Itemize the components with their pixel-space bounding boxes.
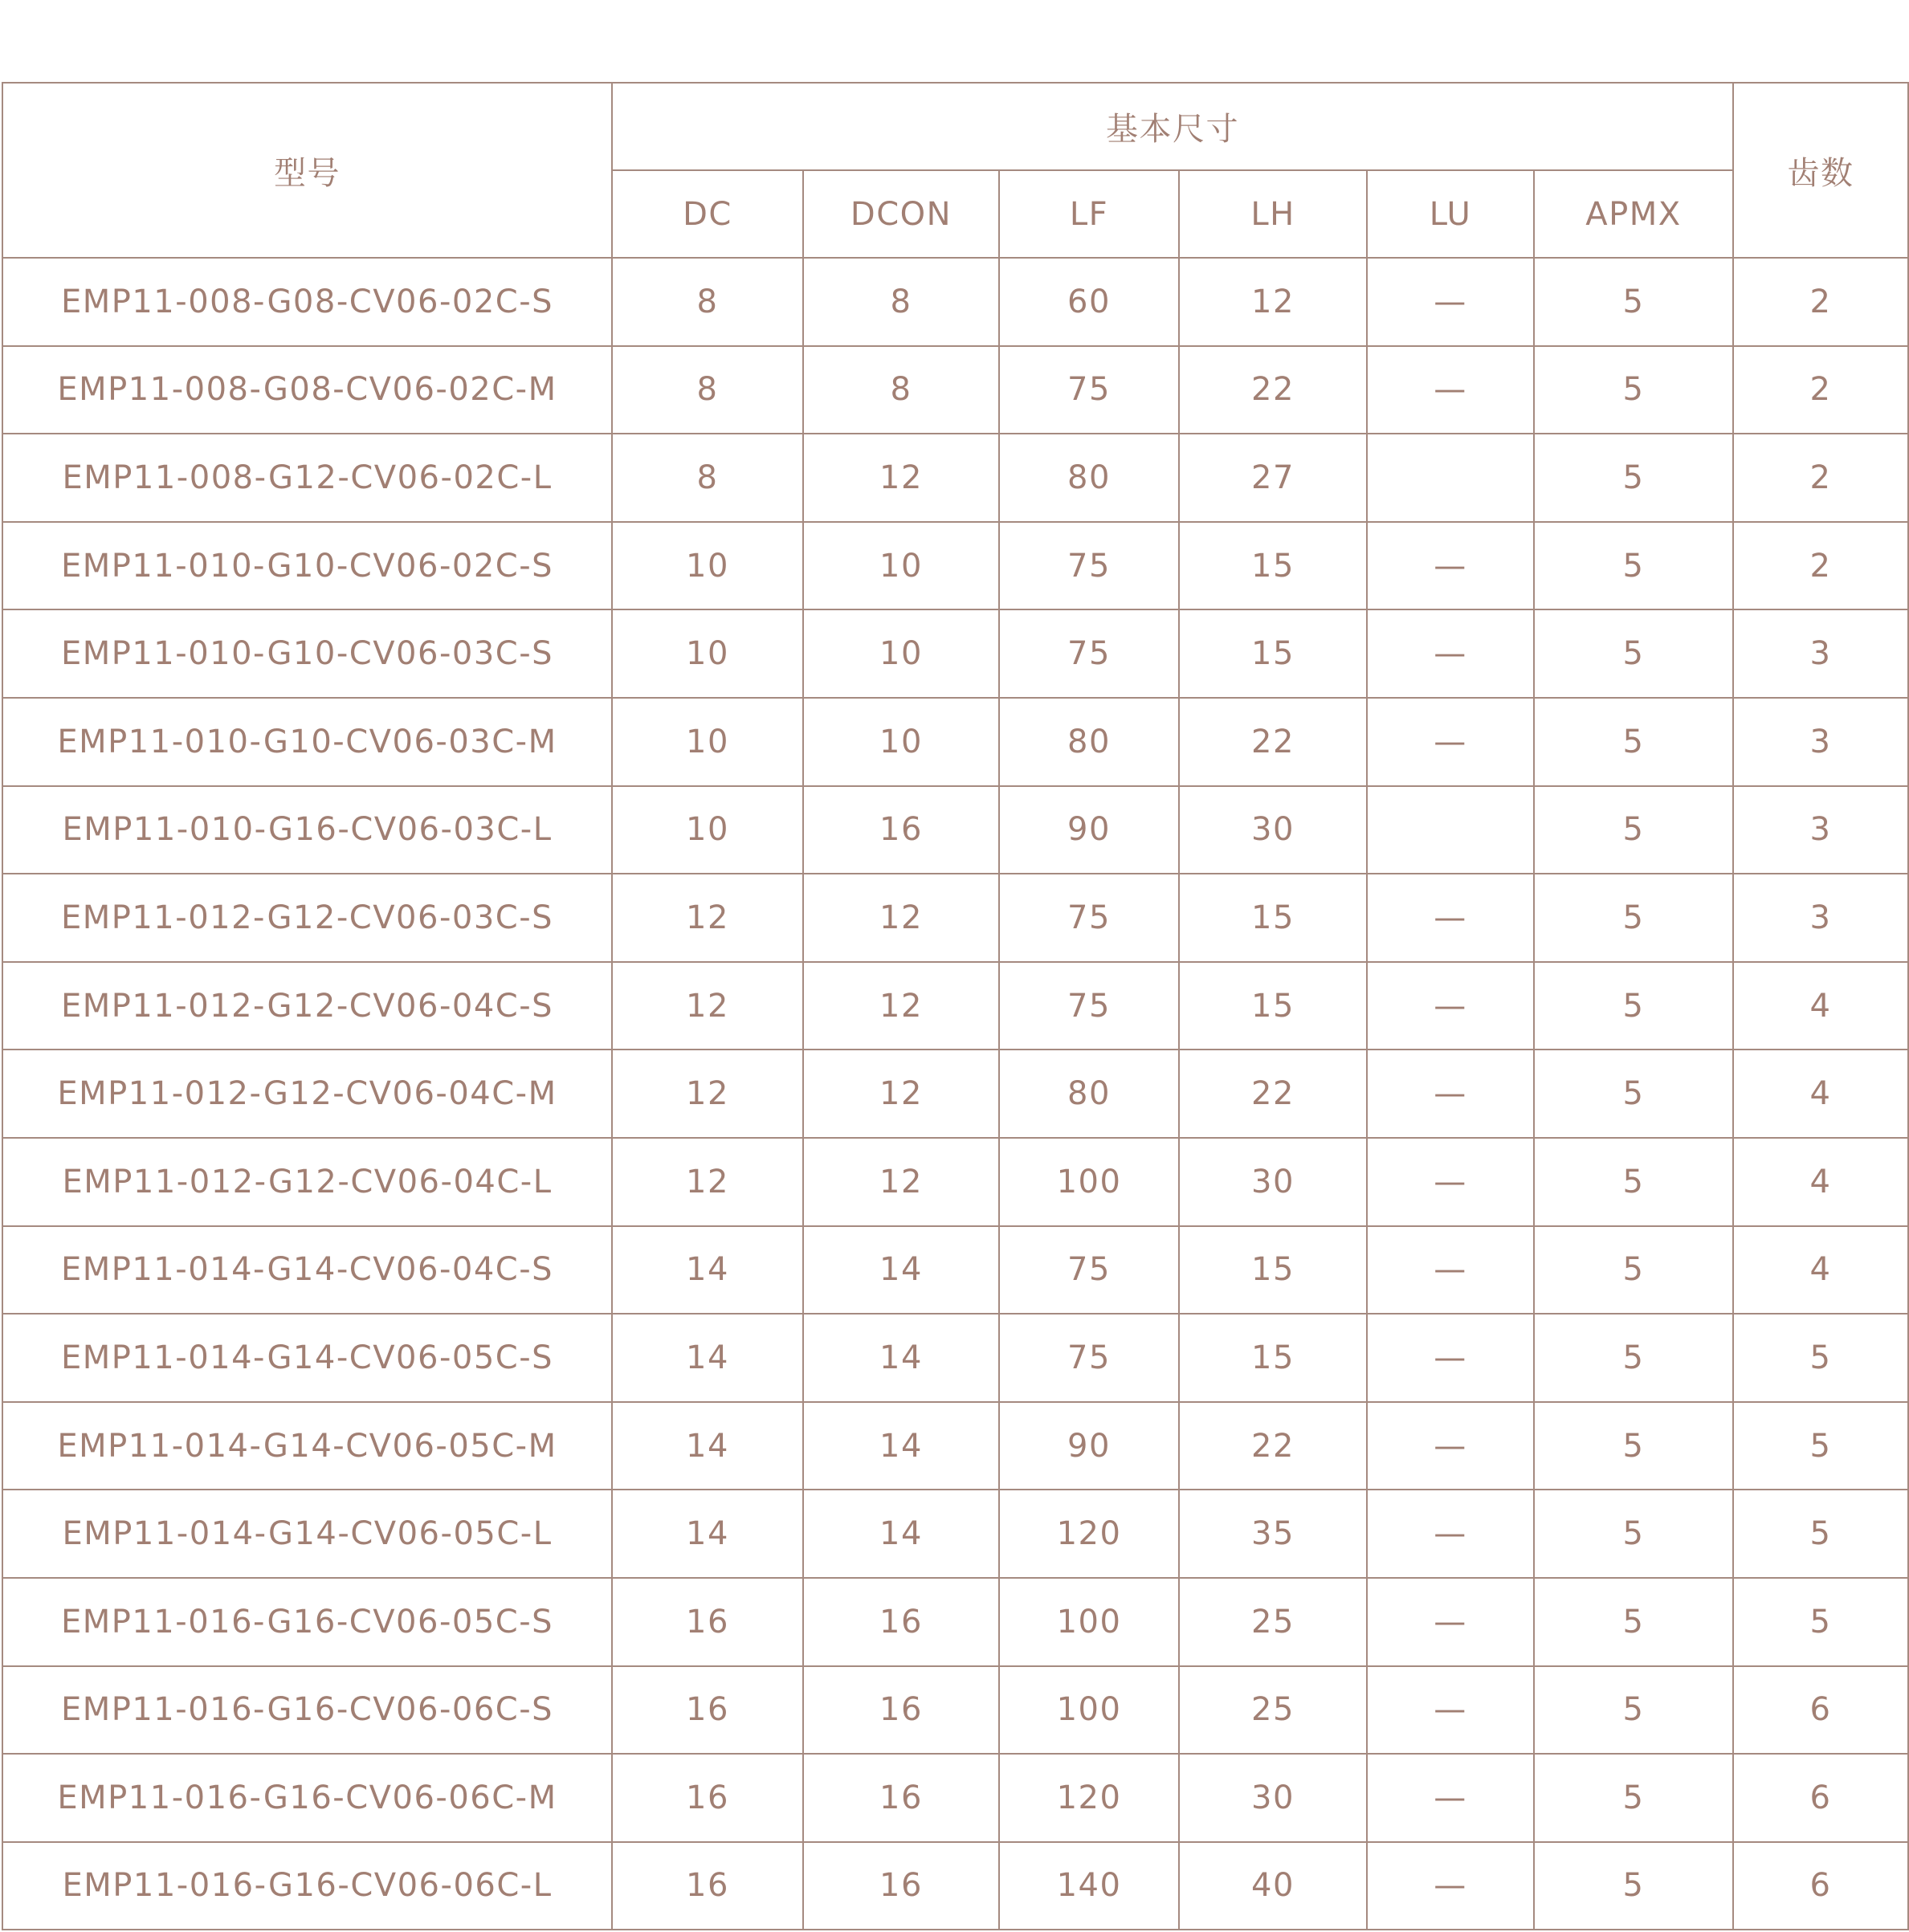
- cell-apmx: 5: [1534, 346, 1733, 434]
- cell-dc: 12: [612, 874, 803, 962]
- cell-apmx: 5: [1534, 1490, 1733, 1578]
- cell-model: EMP11-016-G16-CV06-05C-S: [2, 1578, 612, 1666]
- cell-lu: —: [1367, 1754, 1534, 1842]
- cell-model: EMP11-014-G14-CV06-04C-S: [2, 1226, 612, 1314]
- cell-dc: 12: [612, 1050, 803, 1138]
- cell-apmx: 5: [1534, 1754, 1733, 1842]
- cell-lf: 75: [999, 874, 1179, 962]
- table-row: [2, 1842, 1908, 1930]
- cell-lu: —: [1367, 698, 1534, 786]
- cell-dcon: 14: [803, 1490, 999, 1578]
- cell-teeth: 4: [1733, 1138, 1908, 1226]
- cell-teeth: 2: [1733, 522, 1908, 610]
- cell-teeth: 6: [1733, 1666, 1908, 1755]
- cell-apmx: 5: [1534, 874, 1733, 962]
- header-lh: LH: [1179, 170, 1367, 258]
- cell-dc: 14: [612, 1402, 803, 1490]
- cell-lf: 60: [999, 258, 1179, 346]
- cell-apmx: 5: [1534, 1402, 1733, 1490]
- cell-teeth: 4: [1733, 962, 1908, 1050]
- cell-lh: 22: [1179, 346, 1367, 434]
- cell-dcon: 16: [803, 1666, 999, 1755]
- cell-lf: 100: [999, 1578, 1179, 1666]
- cell-lh: 35: [1179, 1490, 1367, 1578]
- table-row: [2, 346, 1908, 434]
- cell-apmx: 5: [1534, 1226, 1733, 1314]
- cell-lu: —: [1367, 1138, 1534, 1226]
- table-row: [2, 1666, 1908, 1755]
- cell-lu: —: [1367, 258, 1534, 346]
- cell-lu: [1367, 786, 1534, 874]
- header-dc: DC: [612, 170, 803, 258]
- cell-lf: 75: [999, 1314, 1179, 1402]
- cell-apmx: 5: [1534, 1314, 1733, 1402]
- cell-lu: —: [1367, 874, 1534, 962]
- cell-lh: 30: [1179, 786, 1367, 874]
- cell-lu: —: [1367, 1050, 1534, 1138]
- cell-lf: 100: [999, 1666, 1179, 1755]
- cell-teeth: 2: [1733, 346, 1908, 434]
- cell-lu: —: [1367, 1666, 1534, 1755]
- table-row: [2, 1226, 1908, 1314]
- table-row: [2, 522, 1908, 610]
- cell-teeth: 4: [1733, 1050, 1908, 1138]
- table-row: [2, 1754, 1908, 1842]
- cell-model: EMP11-008-G08-CV06-02C-M: [2, 346, 612, 434]
- cell-lh: 27: [1179, 434, 1367, 522]
- cell-model: EMP11-010-G10-CV06-03C-S: [2, 609, 612, 698]
- cell-model: EMP11-014-G14-CV06-05C-M: [2, 1402, 612, 1490]
- cell-teeth: 2: [1733, 434, 1908, 522]
- cell-dcon: 16: [803, 1842, 999, 1930]
- spec-table: [2, 82, 1909, 1930]
- cell-dcon: 16: [803, 1578, 999, 1666]
- cell-lf: 75: [999, 1226, 1179, 1314]
- table-row: [2, 874, 1908, 962]
- cell-lu: —: [1367, 1402, 1534, 1490]
- cell-model: EMP11-012-G12-CV06-04C-L: [2, 1138, 612, 1226]
- header-teeth: 齿数: [1733, 83, 1908, 258]
- cell-lf: 90: [999, 786, 1179, 874]
- cell-dc: 16: [612, 1842, 803, 1930]
- cell-lf: 80: [999, 1050, 1179, 1138]
- table-row: [2, 1050, 1908, 1138]
- cell-teeth: 3: [1733, 609, 1908, 698]
- cell-lf: 100: [999, 1138, 1179, 1226]
- cell-apmx: 5: [1534, 1138, 1733, 1226]
- cell-apmx: 5: [1534, 258, 1733, 346]
- cell-dcon: 10: [803, 609, 999, 698]
- cell-dcon: 8: [803, 258, 999, 346]
- cell-lh: 15: [1179, 522, 1367, 610]
- cell-dcon: 12: [803, 874, 999, 962]
- header-model: 型号: [2, 83, 612, 258]
- cell-apmx: 5: [1534, 1842, 1733, 1930]
- header-basic-dimensions: 基本尺寸: [612, 83, 1733, 170]
- cell-lf: 140: [999, 1842, 1179, 1930]
- cell-dcon: 12: [803, 1138, 999, 1226]
- cell-dc: 8: [612, 434, 803, 522]
- cell-lu: —: [1367, 609, 1534, 698]
- cell-lh: 12: [1179, 258, 1367, 346]
- cell-model: EMP11-012-G12-CV06-04C-M: [2, 1050, 612, 1138]
- table-body: [2, 258, 1908, 1930]
- cell-teeth: 6: [1733, 1842, 1908, 1930]
- header-lf: LF: [999, 170, 1179, 258]
- cell-lh: 15: [1179, 609, 1367, 698]
- cell-lu: [1367, 434, 1534, 522]
- header-apmx: APMX: [1534, 170, 1733, 258]
- cell-lh: 22: [1179, 1402, 1367, 1490]
- cell-lh: 30: [1179, 1754, 1367, 1842]
- cell-lf: 80: [999, 698, 1179, 786]
- cell-teeth: 6: [1733, 1754, 1908, 1842]
- table-row: [2, 258, 1908, 346]
- cell-lh: 15: [1179, 1226, 1367, 1314]
- cell-dc: 10: [612, 786, 803, 874]
- cell-dcon: 14: [803, 1314, 999, 1402]
- cell-model: EMP11-016-G16-CV06-06C-M: [2, 1754, 612, 1842]
- cell-dcon: 12: [803, 1050, 999, 1138]
- cell-teeth: 5: [1733, 1578, 1908, 1666]
- header-dcon: DCON: [803, 170, 999, 258]
- cell-lh: 15: [1179, 962, 1367, 1050]
- cell-lh: 15: [1179, 1314, 1367, 1402]
- cell-lf: 80: [999, 434, 1179, 522]
- cell-lh: 40: [1179, 1842, 1367, 1930]
- cell-lu: —: [1367, 1578, 1534, 1666]
- cell-dc: 12: [612, 1138, 803, 1226]
- cell-lu: —: [1367, 1842, 1534, 1930]
- cell-dcon: 16: [803, 1754, 999, 1842]
- cell-apmx: 5: [1534, 1050, 1733, 1138]
- cell-dcon: 10: [803, 698, 999, 786]
- cell-teeth: 3: [1733, 874, 1908, 962]
- cell-model: EMP11-016-G16-CV06-06C-S: [2, 1666, 612, 1755]
- cell-apmx: 5: [1534, 786, 1733, 874]
- cell-teeth: 3: [1733, 786, 1908, 874]
- cell-lf: 90: [999, 1402, 1179, 1490]
- cell-lh: 15: [1179, 874, 1367, 962]
- cell-model: EMP11-010-G10-CV06-02C-S: [2, 522, 612, 610]
- table-row: [2, 1402, 1908, 1490]
- cell-lf: 75: [999, 962, 1179, 1050]
- cell-lu: —: [1367, 346, 1534, 434]
- table-row: [2, 962, 1908, 1050]
- header-lu: LU: [1367, 170, 1534, 258]
- cell-model: EMP11-014-G14-CV06-05C-L: [2, 1490, 612, 1578]
- cell-apmx: 5: [1534, 1666, 1733, 1755]
- cell-dcon: 14: [803, 1402, 999, 1490]
- cell-model: EMP11-010-G10-CV06-03C-M: [2, 698, 612, 786]
- cell-dcon: 8: [803, 346, 999, 434]
- cell-dcon: 16: [803, 786, 999, 874]
- cell-lu: —: [1367, 522, 1534, 610]
- table-row: [2, 1138, 1908, 1226]
- cell-dc: 10: [612, 698, 803, 786]
- cell-model: EMP11-008-G12-CV06-02C-L: [2, 434, 612, 522]
- table-row: [2, 786, 1908, 874]
- cell-lu: —: [1367, 1490, 1534, 1578]
- cell-teeth: 5: [1733, 1402, 1908, 1490]
- cell-apmx: 5: [1534, 609, 1733, 698]
- cell-lh: 22: [1179, 1050, 1367, 1138]
- cell-dc: 8: [612, 258, 803, 346]
- table-row: [2, 1314, 1908, 1402]
- cell-teeth: 4: [1733, 1226, 1908, 1314]
- cell-model: EMP11-016-G16-CV06-06C-L: [2, 1842, 612, 1930]
- cell-dc: 14: [612, 1490, 803, 1578]
- table-row: [2, 1578, 1908, 1666]
- cell-lu: —: [1367, 1314, 1534, 1402]
- cell-dc: 8: [612, 346, 803, 434]
- cell-apmx: 5: [1534, 434, 1733, 522]
- cell-dcon: 14: [803, 1226, 999, 1314]
- cell-apmx: 5: [1534, 1578, 1733, 1666]
- cell-dc: 10: [612, 522, 803, 610]
- header-row-top: [2, 83, 1908, 170]
- cell-lh: 22: [1179, 698, 1367, 786]
- cell-teeth: 3: [1733, 698, 1908, 786]
- table-row: [2, 609, 1908, 698]
- cell-model: EMP11-008-G08-CV06-02C-S: [2, 258, 612, 346]
- cell-lu: —: [1367, 962, 1534, 1050]
- cell-lh: 25: [1179, 1578, 1367, 1666]
- cell-apmx: 5: [1534, 522, 1733, 610]
- cell-lu: —: [1367, 1226, 1534, 1314]
- cell-apmx: 5: [1534, 698, 1733, 786]
- cell-dc: 10: [612, 609, 803, 698]
- cell-teeth: 5: [1733, 1314, 1908, 1402]
- cell-model: EMP11-010-G16-CV06-03C-L: [2, 786, 612, 874]
- cell-model: EMP11-014-G14-CV06-05C-S: [2, 1314, 612, 1402]
- cell-model: EMP11-012-G12-CV06-03C-S: [2, 874, 612, 962]
- cell-model: EMP11-012-G12-CV06-04C-S: [2, 962, 612, 1050]
- cell-dcon: 12: [803, 962, 999, 1050]
- cell-dc: 16: [612, 1666, 803, 1755]
- cell-teeth: 5: [1733, 1490, 1908, 1578]
- table-row: [2, 434, 1908, 522]
- cell-lf: 75: [999, 346, 1179, 434]
- cell-lf: 75: [999, 522, 1179, 610]
- cell-dcon: 10: [803, 522, 999, 610]
- table-row: [2, 1490, 1908, 1578]
- table-header: [2, 83, 1908, 258]
- spec-table-container: [2, 82, 1907, 1930]
- cell-dc: 12: [612, 962, 803, 1050]
- cell-lf: 120: [999, 1490, 1179, 1578]
- cell-lf: 120: [999, 1754, 1179, 1842]
- cell-lf: 75: [999, 609, 1179, 698]
- cell-lh: 30: [1179, 1138, 1367, 1226]
- cell-dc: 14: [612, 1314, 803, 1402]
- cell-dc: 16: [612, 1754, 803, 1842]
- cell-apmx: 5: [1534, 962, 1733, 1050]
- table-row: [2, 698, 1908, 786]
- cell-dc: 14: [612, 1226, 803, 1314]
- cell-dcon: 12: [803, 434, 999, 522]
- cell-lh: 25: [1179, 1666, 1367, 1755]
- cell-teeth: 2: [1733, 258, 1908, 346]
- cell-dc: 16: [612, 1578, 803, 1666]
